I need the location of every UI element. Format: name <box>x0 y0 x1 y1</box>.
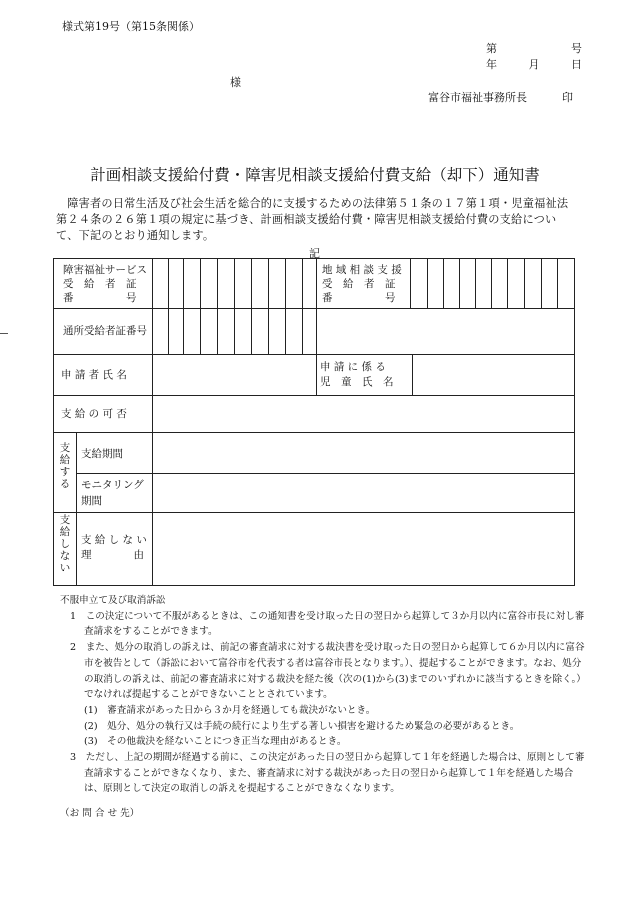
regional-number-label-1: 地 域 相 談 支 援 <box>322 264 402 276</box>
commute-number-label: 通所受給者証番号 <box>63 325 147 337</box>
monitoring-label-2: 期間 <box>81 495 102 507</box>
number-suffix: 号 <box>571 42 582 55</box>
appeal-notes <box>60 593 585 797</box>
grant-period-label: 支給期間 <box>81 448 123 460</box>
date-year: 年 <box>486 58 497 71</box>
seal-mark: 印 <box>562 91 573 104</box>
notice-table <box>53 258 575 586</box>
ki-marker: 記 <box>309 247 320 260</box>
date-line <box>486 56 582 72</box>
inquiry-label: （お 問 合 せ 先） <box>60 808 140 819</box>
issuer-name: 富谷市福祉事務所長 <box>428 91 527 104</box>
notes-sub-1: (1) 審査請求があった日から３か月を経過しても裁決がないとき。 <box>84 704 376 716</box>
notes-sub-2: (2) 処分、処分の執行又は手続の続行により生ずる著しい損害を避けるため緊急の必要があるとき。 <box>84 720 520 732</box>
deny-reason-label-2: 理 由 <box>81 549 144 561</box>
form-number: 様式第19号（第15条関係） <box>62 20 200 33</box>
recipient-number-label-3: 番 号 <box>63 292 137 304</box>
notes-item-2: 2 また、処分の取消しの訴えは、前記の審査請求に対する裁決書を受け取った日の翌日から起算して６か月以内に富谷市を被告として（訴訟において富谷市を代表する者は富谷市長となります。）、提起することができます。なお、処分の取消しの訴えは、前記の審査請求に対する裁決を経た後（次の(1)から(3)までのいずれかに該当するときを除く。）でなければ提起することができないこととされています。 <box>70 642 585 701</box>
notes-item-3: 3 ただし、上記の期間が経過する前に、この決定があった日の翌日から起算して１年を経過した場合は、原則として審査請求することができなくなり、また、審査請求に対する裁決があった日の翌日から起算して１年を経過した場合は、原則として決定の取消しの訴えを提起することができなくなります。 <box>70 752 585 795</box>
document-title: 計画相談支援給付費・障害児相談支援給付費支給（却下）通知書 <box>90 166 540 184</box>
recipient-number-label-2: 受 給 者 証 <box>63 278 137 290</box>
recipient-number-label-1: 障害福祉サービス <box>63 264 147 276</box>
document-number-line <box>486 40 582 56</box>
notes-sub-3: (3) その他裁決を経ないことにつき正当な理由があるとき。 <box>84 736 347 748</box>
deny-reason-label-1: 支 給 し な い <box>81 534 147 546</box>
regional-number-label-3: 番 号 <box>322 292 396 304</box>
margin-mark <box>0 333 8 334</box>
date-month: 月 <box>528 58 540 71</box>
addressee-honorific: 様 <box>230 76 241 89</box>
applicant-name-label: 申 請 者 氏 名 <box>61 369 127 381</box>
child-name-label-1: 申 請 に 係 る <box>320 361 386 373</box>
notes-heading: 不服申立て及び取消訴訟 <box>60 595 166 606</box>
deny-group-label: 支給しない <box>59 514 71 574</box>
notice-body: 障害者の日常生活及び社会生活を総合的に支援するための法律第５１条の１７第１項・児童福祉法第２４条の２６第１項の規定に基づき、計画相談支援給付費・障害児相談支援給付費の支給について、下記のとおり通知します。 <box>56 197 569 242</box>
regional-number-label-2: 受 給 者 証 <box>322 278 396 290</box>
monitoring-label-1: モニタリング <box>81 479 144 491</box>
date-day: 日 <box>571 58 582 71</box>
number-prefix: 第 <box>486 42 497 55</box>
grant-group-label: 支給する <box>59 442 71 490</box>
decision-label: 支 給 の 可 否 <box>61 408 127 420</box>
child-name-label-2: 児 童 氏 名 <box>320 376 394 388</box>
notes-item-1: 1 この決定について不服があるときは、この通知書を受け取った日の翌日から起算して３か月以内に富谷市長に対し審査請求をすることができます。 <box>70 610 585 638</box>
